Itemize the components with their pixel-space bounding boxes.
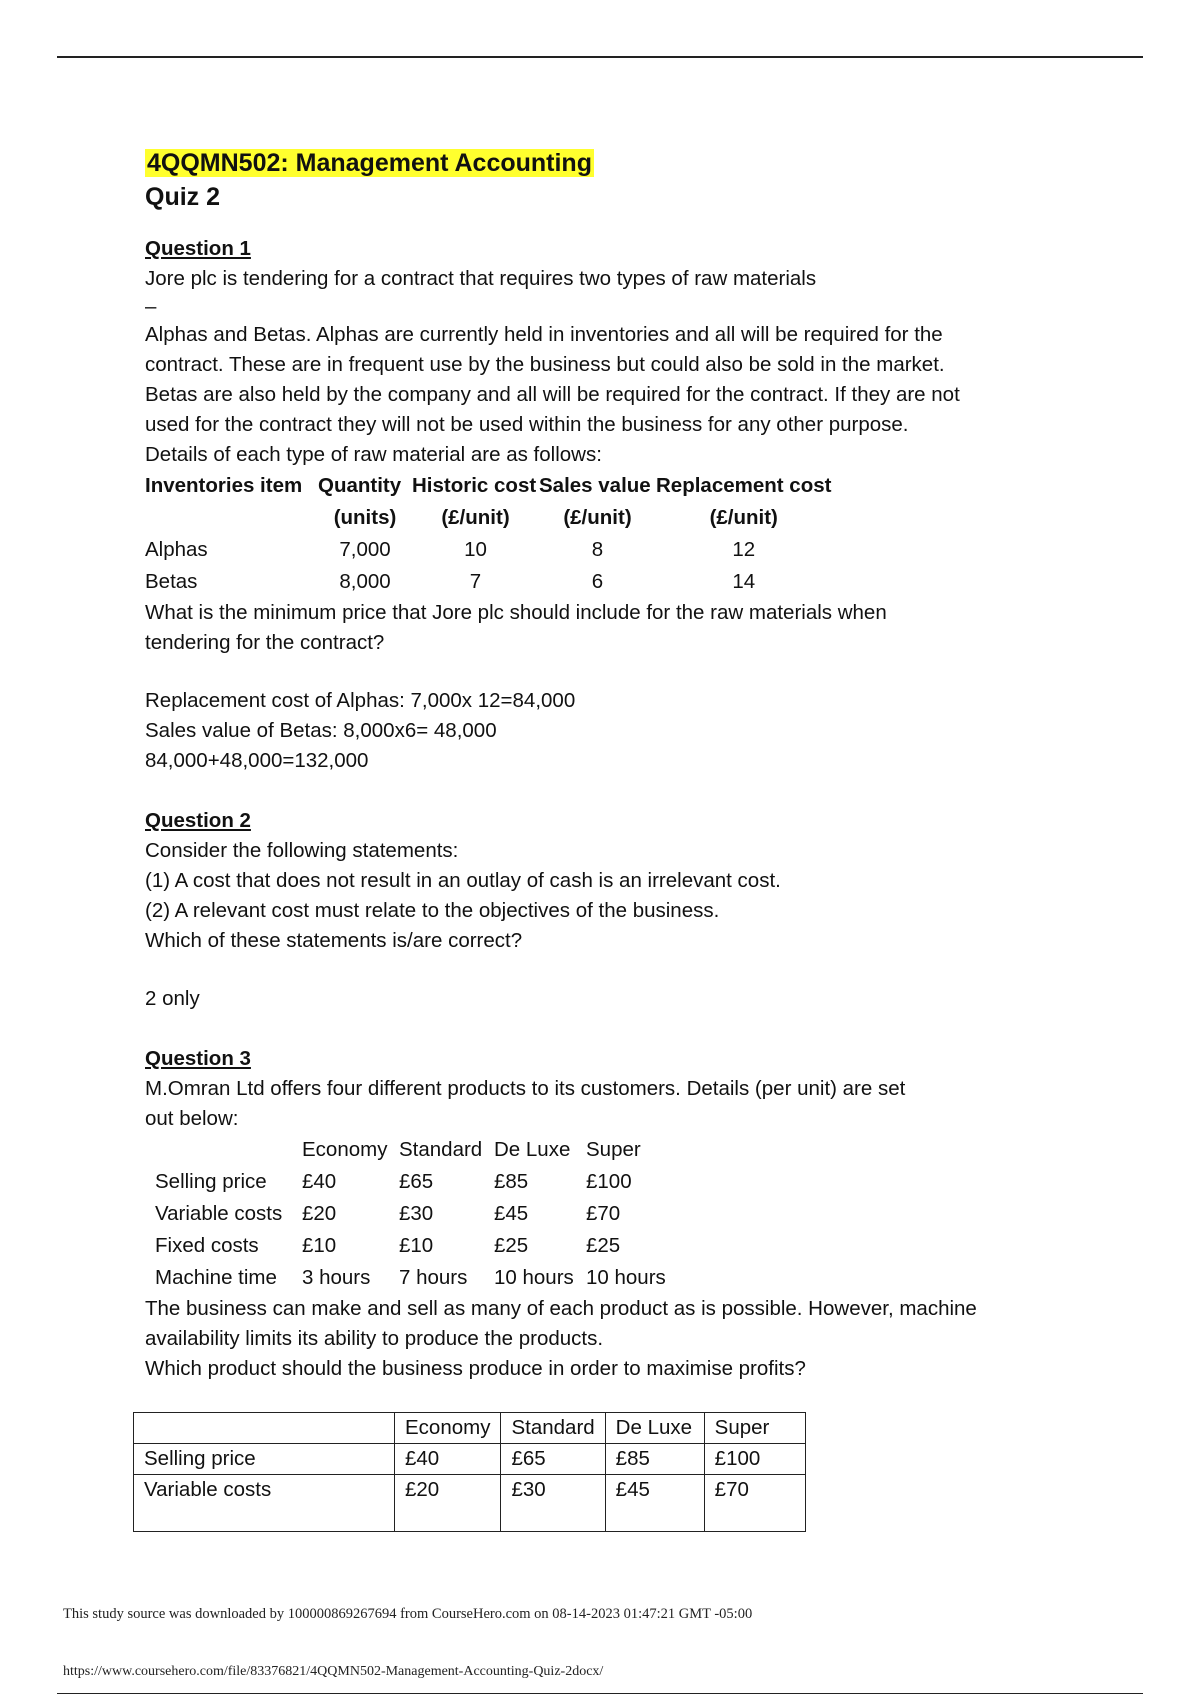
table-cell: 6: [591, 570, 604, 593]
table-row: [155, 1262, 675, 1294]
question-2-heading: Question 2: [145, 809, 251, 832]
answer-table-header-row: [134, 1413, 806, 1444]
q1-answer-line: Sales value of Betas: 8,000x6= 48,000: [145, 719, 497, 742]
q2-text-line: Which of these statements is/are correct?: [145, 929, 523, 952]
table-row: [155, 1166, 675, 1198]
table-row: [134, 1444, 806, 1475]
table-cell: £70: [704, 1475, 805, 1532]
table-header: [155, 1134, 302, 1166]
q1-question-line: tendering for the contract?: [145, 631, 385, 654]
table-cell: £10: [302, 1234, 337, 1257]
table-row: [155, 1198, 675, 1230]
table-cell: 8: [591, 538, 604, 561]
q2-text-line: Consider the following statements:: [145, 839, 459, 862]
q1-text-line: Alphas and Betas. Alphas are currently held in inventories and all will be required for the: [145, 323, 943, 346]
q2-text-line: (1) A cost that does not result in an outlay of cash is an irrelevant cost.: [145, 869, 781, 892]
table-cell: 10 hours: [494, 1266, 574, 1289]
table-header: Super: [586, 1138, 641, 1161]
download-note: This study source was downloaded by 100000869267694 from CourseHero.com on 08-14-2023 01:47:21 GMT -05:00: [63, 1606, 753, 1622]
table-cell: 12: [732, 538, 756, 561]
table-header: Inventories item: [145, 474, 303, 497]
table-cell: £20: [302, 1202, 337, 1225]
table-cell: £40: [395, 1444, 501, 1475]
table-header: Sales value: [539, 474, 651, 497]
table-cell: Alphas: [145, 538, 208, 561]
table-cell: (units): [333, 506, 397, 529]
inventories-header-row: [145, 470, 831, 502]
table-row: [145, 566, 831, 598]
source-url[interactable]: https://www.coursehero.com/file/83376821/4QQMN502-Management-Accounting-Quiz-2docx/: [63, 1664, 604, 1679]
answer-table: [133, 1412, 806, 1532]
q3-text-line: out below:: [145, 1107, 239, 1130]
table-header: Standard: [501, 1413, 605, 1444]
inventories-table: [145, 470, 831, 598]
q1-text-line: Jore plc is tendering for a contract that requires two types of raw materials: [145, 267, 817, 290]
q1-answer-line: Replacement cost of Alphas: 7,000x 12=84,000: [145, 689, 576, 712]
table-row: [155, 1230, 675, 1262]
table-cell: £25: [494, 1234, 529, 1257]
table-cell: (£/unit): [709, 506, 778, 529]
table-cell: £40: [302, 1170, 337, 1193]
table-cell: 10 hours: [586, 1266, 666, 1289]
products-header-row: [155, 1134, 675, 1166]
table-cell: Fixed costs: [155, 1234, 259, 1257]
q1-text-line: used for the contract they will not be used within the business for any other purpose.: [145, 413, 909, 436]
table-row: [134, 1475, 806, 1532]
products-table: [155, 1134, 675, 1294]
table-row: [145, 534, 831, 566]
table-header: Replacement cost: [656, 474, 832, 497]
table-header: Standard: [399, 1138, 483, 1161]
bottom-rule: [57, 1693, 1143, 1694]
table-cell: 10: [464, 538, 487, 561]
question-3-heading: Question 3: [145, 1047, 251, 1070]
table-header: De Luxe: [494, 1138, 571, 1161]
q1-text-line: Betas are also held by the company and all will be required for the contract. If they are not: [145, 383, 960, 406]
table-cell: Variable costs: [134, 1475, 395, 1532]
table-cell: £45: [605, 1475, 704, 1532]
q2-answer: 2 only: [145, 987, 200, 1010]
table-header: Quantity: [318, 474, 402, 497]
document-body: [145, 146, 1045, 1532]
table-cell: £100: [704, 1444, 805, 1475]
table-header: Super: [704, 1413, 805, 1444]
course-title: 4QQMN502: Management Accounting: [147, 149, 592, 177]
table-header: Historic cost: [412, 474, 537, 497]
question-1-heading: Question 1: [145, 237, 251, 260]
table-cell: 3 hours: [302, 1266, 371, 1289]
table-cell: 8,000: [339, 570, 391, 593]
table-cell: £100: [586, 1170, 632, 1193]
q1-answer-line: 84,000+48,000=132,000: [145, 749, 369, 772]
q1-text-line: Details of each type of raw material are as follows:: [145, 443, 602, 466]
table-cell: 7: [469, 570, 482, 593]
q1-dash: –: [145, 295, 157, 318]
table-cell: (£/unit): [563, 506, 632, 529]
quiz-title: Quiz 2: [145, 183, 221, 211]
table-cell: [145, 502, 318, 534]
table-cell: Selling price: [155, 1170, 267, 1193]
table-header: Economy: [395, 1413, 501, 1444]
table-cell: Variable costs: [155, 1202, 283, 1225]
table-cell: £45: [494, 1202, 529, 1225]
q1-text-line: contract. These are in frequent use by the business but could also be sold in the market.: [145, 353, 945, 376]
table-cell: Machine time: [155, 1266, 277, 1289]
table-cell: £70: [586, 1202, 621, 1225]
table-cell: 7 hours: [399, 1266, 468, 1289]
q2-text-line: (2) A relevant cost must relate to the objectives of the business.: [145, 899, 720, 922]
q3-text-line: The business can make and sell as many of each product as is possible. However, machine: [145, 1297, 977, 1320]
top-rule: [57, 56, 1143, 58]
inventories-units-row: [145, 502, 831, 534]
q3-text-line: M.Omran Ltd offers four different products to its customers. Details (per unit) are set: [145, 1077, 906, 1100]
table-cell: Betas: [145, 570, 198, 593]
table-header: Economy: [302, 1138, 388, 1161]
table-cell: £65: [399, 1170, 434, 1193]
table-cell: (£/unit): [441, 506, 510, 529]
table-cell: £30: [399, 1202, 434, 1225]
q3-text-line: Which product should the business produce in order to maximise profits?: [145, 1357, 806, 1380]
table-cell: £85: [605, 1444, 704, 1475]
q3-text-line: availability limits its ability to produce the products.: [145, 1327, 604, 1350]
table-cell: £30: [501, 1475, 605, 1532]
table-cell: £65: [501, 1444, 605, 1475]
table-header: De Luxe: [605, 1413, 704, 1444]
table-cell: 14: [732, 570, 756, 593]
table-cell: £85: [494, 1170, 529, 1193]
table-cell: Selling price: [134, 1444, 395, 1475]
table-cell: £10: [399, 1234, 434, 1257]
table-cell: £25: [586, 1234, 621, 1257]
table-cell: 7,000: [339, 538, 391, 561]
q1-question-line: What is the minimum price that Jore plc should include for the raw materials when: [145, 601, 887, 624]
table-header: [134, 1413, 395, 1444]
table-cell: £20: [395, 1475, 501, 1532]
